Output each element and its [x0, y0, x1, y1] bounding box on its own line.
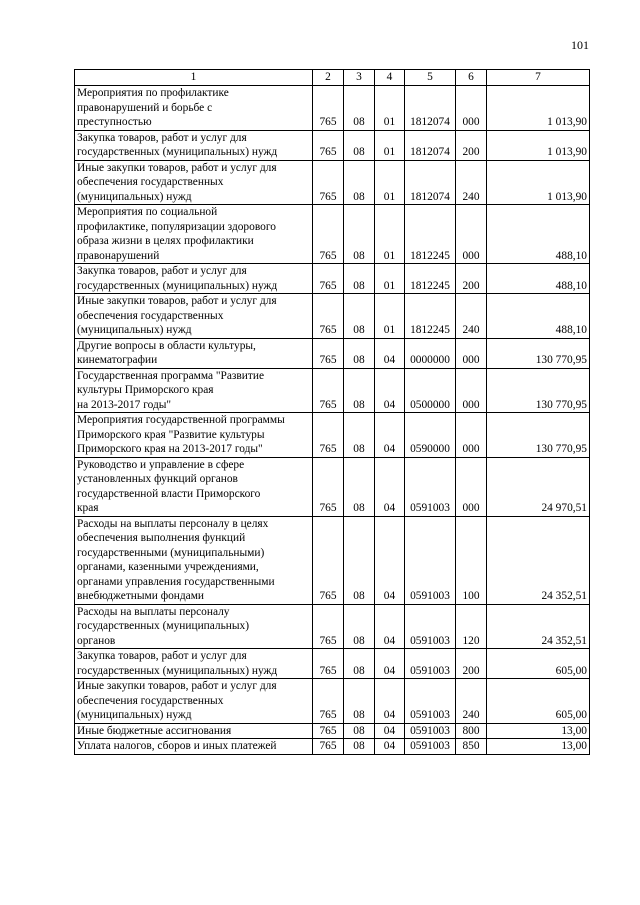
amount-cell: 130 770,95	[487, 413, 590, 458]
row-name	[75, 264, 313, 294]
header-cell-3: 3	[344, 70, 375, 86]
row-name-line: (муниципальных) нужд	[77, 709, 192, 721]
admin-code-cell: 765	[313, 160, 344, 205]
expense-type-cell: 100	[456, 516, 487, 604]
subsection-code-cell: 01	[375, 130, 405, 160]
admin-code-cell: 765	[313, 457, 344, 516]
row-name-line: образа жизни в целях профилактики	[77, 235, 254, 247]
section-code-cell: 08	[344, 723, 375, 739]
row-name-line: обеспечения государственных	[77, 309, 224, 322]
expense-type-cell: 120	[456, 604, 487, 649]
section-code-cell: 08	[344, 86, 375, 131]
row-name-line: (муниципальных) нужд	[77, 324, 192, 336]
row-name-line: внебюджетными фондами	[77, 590, 205, 602]
row-name-line: государственных (муниципальных) нужд	[77, 146, 278, 158]
header-cell-7: 7	[487, 70, 590, 86]
row-name-line: кинематографии	[77, 354, 158, 366]
amount-cell: 1 013,90	[487, 160, 590, 205]
page-number: 101	[571, 38, 589, 52]
row-name-line: обеспечения государственных	[77, 694, 224, 707]
section-code-cell: 08	[344, 264, 375, 294]
subsection-code-cell: 04	[375, 649, 405, 679]
row-name-line: государственных (муниципальных) нужд	[77, 279, 278, 292]
expense-type-cell: 000	[456, 86, 487, 131]
table-row	[75, 679, 590, 724]
amount-cell: 488,10	[487, 264, 590, 294]
table-row	[75, 649, 590, 679]
row-name-line: органами, казенными учреждениями,	[77, 561, 259, 573]
row-name	[75, 368, 313, 413]
row-name-line: Другие вопросы в области культуры,	[77, 339, 256, 352]
expense-type-cell: 240	[456, 294, 487, 339]
section-code-cell: 08	[344, 457, 375, 516]
row-name	[75, 457, 313, 516]
expense-type-cell: 000	[456, 338, 487, 368]
expense-type-cell: 240	[456, 160, 487, 205]
row-name-line: Закупка товаров, работ и услуг для	[77, 650, 247, 662]
expense-type-cell: 000	[456, 205, 487, 264]
amount-cell: 130 770,95	[487, 338, 590, 368]
row-name-line: Мероприятия государственной программы	[77, 414, 285, 426]
subsection-code-cell: 01	[375, 294, 405, 339]
amount-cell: 605,00	[487, 679, 590, 724]
table-row	[75, 264, 590, 294]
subsection-code-cell: 04	[375, 457, 405, 516]
target-article-cell: 0500000	[405, 368, 456, 413]
row-name	[75, 739, 313, 755]
target-article-cell: 0591003	[405, 516, 456, 604]
header-cell-2: 2	[313, 70, 344, 86]
subsection-code-cell: 04	[375, 516, 405, 604]
table-row	[75, 160, 590, 205]
target-article-cell: 0591003	[405, 679, 456, 724]
admin-code-cell: 765	[313, 649, 344, 679]
expense-type-cell: 800	[456, 723, 487, 739]
header-cell-4: 4	[375, 70, 405, 86]
table-row	[75, 457, 590, 516]
row-name	[75, 604, 313, 649]
admin-code-cell: 765	[313, 679, 344, 724]
section-code-cell: 08	[344, 160, 375, 205]
row-name	[75, 723, 313, 739]
section-code-cell: 08	[344, 649, 375, 679]
table-row	[75, 604, 590, 649]
row-name	[75, 338, 313, 368]
subsection-code-cell: 04	[375, 338, 405, 368]
target-article-cell: 0590000	[405, 413, 456, 458]
table-row	[75, 130, 590, 160]
amount-cell: 488,10	[487, 294, 590, 339]
row-name	[75, 649, 313, 679]
admin-code-cell: 765	[313, 205, 344, 264]
row-name-line: Иные закупки товаров, работ и услуг для	[77, 680, 277, 692]
target-article-cell: 0591003	[405, 604, 456, 649]
section-code-cell: 08	[344, 294, 375, 339]
table-row	[75, 413, 590, 458]
expense-type-cell: 000	[456, 457, 487, 516]
expense-type-cell: 200	[456, 130, 487, 160]
amount-cell: 13,00	[487, 723, 590, 739]
table-body	[75, 86, 590, 755]
amount-cell: 1 013,90	[487, 130, 590, 160]
row-name-line: обеспечения выполнения функций	[77, 532, 246, 544]
header-row	[75, 70, 590, 86]
table-row	[75, 516, 590, 604]
row-name-line: Приморского края на 2013-2017 годы"	[77, 443, 263, 455]
admin-code-cell: 765	[313, 86, 344, 131]
row-name-line: правонарушений и борьбе с	[77, 101, 213, 114]
row-name-line: Мероприятия по профилактике	[77, 87, 229, 99]
row-name	[75, 413, 313, 458]
row-name-line: государственных (муниципальных)	[77, 620, 250, 632]
section-code-cell: 08	[344, 130, 375, 160]
subsection-code-cell: 01	[375, 264, 405, 294]
admin-code-cell: 765	[313, 413, 344, 458]
table-row	[75, 86, 590, 131]
amount-cell: 13,00	[487, 739, 590, 755]
section-code-cell: 08	[344, 604, 375, 649]
target-article-cell: 1812245	[405, 264, 456, 294]
target-article-cell: 0591003	[405, 649, 456, 679]
subsection-code-cell: 01	[375, 160, 405, 205]
row-name	[75, 160, 313, 205]
row-name-line: государственных (муниципальных) нужд	[77, 664, 278, 677]
amount-cell: 24 352,51	[487, 604, 590, 649]
expense-type-cell: 240	[456, 679, 487, 724]
table-row	[75, 205, 590, 264]
row-name-line: правонарушений	[77, 249, 160, 262]
row-name-line: Уплата налогов, сборов и иных платежей	[77, 740, 277, 752]
row-name-line: Иные бюджетные ассигнования	[77, 724, 232, 737]
section-code-cell: 08	[344, 368, 375, 413]
row-name-line: края	[77, 502, 99, 514]
target-article-cell: 1812074	[405, 130, 456, 160]
row-name	[75, 294, 313, 339]
row-name-line: на 2013-2017 годы"	[77, 398, 172, 411]
row-name	[75, 205, 313, 264]
subsection-code-cell: 01	[375, 86, 405, 131]
header-cell-1: 1	[75, 70, 313, 86]
admin-code-cell: 765	[313, 739, 344, 755]
subsection-code-cell: 01	[375, 205, 405, 264]
row-name-line: Государственная программа "Развитие	[77, 369, 265, 382]
admin-code-cell: 765	[313, 264, 344, 294]
amount-cell: 605,00	[487, 649, 590, 679]
target-article-cell: 1812245	[405, 294, 456, 339]
amount-cell: 24 970,51	[487, 457, 590, 516]
row-name-line: Закупка товаров, работ и услуг для	[77, 131, 247, 144]
row-name-line: Расходы на выплаты персоналу	[77, 605, 230, 618]
expense-type-cell: 200	[456, 264, 487, 294]
row-name-line: преступностью	[77, 116, 152, 128]
row-name-line: государственными (муниципальными)	[77, 546, 265, 559]
expense-type-cell: 000	[456, 368, 487, 413]
budget-table	[74, 69, 590, 755]
row-name-line: Иные закупки товаров, работ и услуг для	[77, 295, 277, 307]
target-article-cell: 0591003	[405, 739, 456, 755]
target-article-cell: 1812074	[405, 86, 456, 131]
table-row	[75, 739, 590, 755]
row-name-line: культуры Приморского края	[77, 384, 214, 396]
row-name	[75, 679, 313, 724]
table-row	[75, 368, 590, 413]
table-row	[75, 294, 590, 339]
target-article-cell: 0591003	[405, 457, 456, 516]
target-article-cell: 1812245	[405, 205, 456, 264]
target-article-cell: 0000000	[405, 338, 456, 368]
admin-code-cell: 765	[313, 338, 344, 368]
row-name-line: органов	[77, 634, 116, 647]
expense-type-cell: 000	[456, 413, 487, 458]
section-code-cell: 08	[344, 516, 375, 604]
row-name-line: Мероприятия по социальной	[77, 206, 218, 218]
section-code-cell: 08	[344, 413, 375, 458]
row-name-line: Руководство и управление в сфере	[77, 458, 245, 471]
subsection-code-cell: 04	[375, 679, 405, 724]
row-name-line: установленных функций органов	[77, 473, 238, 485]
row-name-line: Закупка товаров, работ и услуг для	[77, 265, 247, 277]
row-name	[75, 86, 313, 131]
subsection-code-cell: 04	[375, 723, 405, 739]
row-name-line: органами управления государственными	[77, 575, 275, 588]
row-name-line: (муниципальных) нужд	[77, 190, 192, 203]
row-name-line: Приморского края "Развитие культуры	[77, 428, 265, 441]
expense-type-cell: 200	[456, 649, 487, 679]
amount-cell: 130 770,95	[487, 368, 590, 413]
section-code-cell: 08	[344, 739, 375, 755]
amount-cell: 488,10	[487, 205, 590, 264]
target-article-cell: 1812074	[405, 160, 456, 205]
subsection-code-cell: 04	[375, 368, 405, 413]
row-name	[75, 130, 313, 160]
header-cell-6: 6	[456, 70, 487, 86]
section-code-cell: 08	[344, 679, 375, 724]
row-name-line: Расходы на выплаты персоналу в целях	[77, 517, 269, 530]
table-row	[75, 723, 590, 739]
admin-code-cell: 765	[313, 516, 344, 604]
admin-code-cell: 765	[313, 723, 344, 739]
admin-code-cell: 765	[313, 604, 344, 649]
section-code-cell: 08	[344, 338, 375, 368]
row-name-line: профилактике, популяризации здорового	[77, 220, 276, 233]
section-code-cell: 08	[344, 205, 375, 264]
row-name-line: Иные закупки товаров, работ и услуг для	[77, 161, 277, 174]
subsection-code-cell: 04	[375, 739, 405, 755]
subsection-code-cell: 04	[375, 604, 405, 649]
subsection-code-cell: 04	[375, 413, 405, 458]
amount-cell: 24 352,51	[487, 516, 590, 604]
table-row	[75, 338, 590, 368]
admin-code-cell: 765	[313, 294, 344, 339]
row-name-line: обеспечения государственных	[77, 176, 224, 188]
admin-code-cell: 765	[313, 130, 344, 160]
admin-code-cell: 765	[313, 368, 344, 413]
row-name-line: государственной власти Приморского	[77, 487, 261, 500]
header-cell-5: 5	[405, 70, 456, 86]
expense-type-cell: 850	[456, 739, 487, 755]
amount-cell: 1 013,90	[487, 86, 590, 131]
target-article-cell: 0591003	[405, 723, 456, 739]
row-name	[75, 516, 313, 604]
